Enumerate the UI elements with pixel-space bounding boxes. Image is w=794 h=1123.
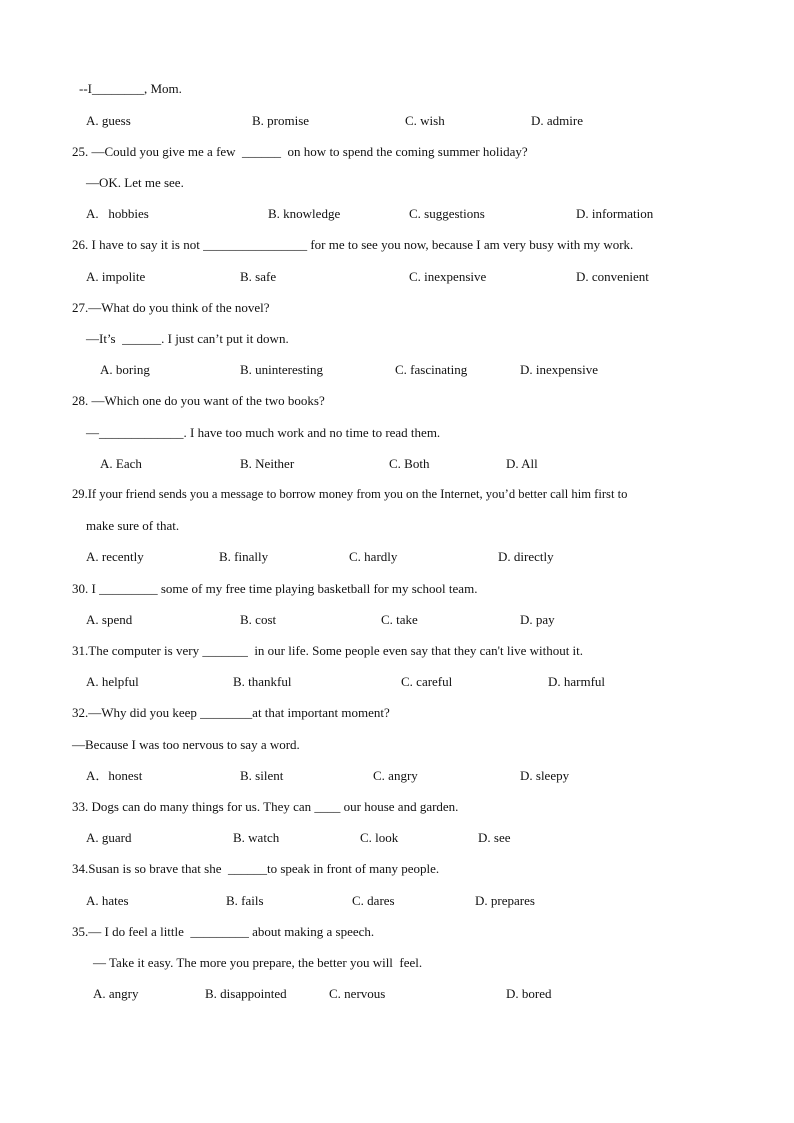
q32-reply: —Because I was too nervous to say a word. <box>72 737 300 752</box>
q32-stem: 32.—Why did you keep ________at that important moment? <box>72 705 390 720</box>
q28-option-d[interactable]: D. All <box>506 456 538 471</box>
q25-option-a[interactable]: A. hobbies <box>86 206 149 221</box>
q31-option-d[interactable]: D. harmful <box>548 674 606 689</box>
q30-stem: 30. I _________ some of my free time playing basketball for my school team. <box>72 581 478 596</box>
q33-option-d[interactable]: D. see <box>478 830 511 845</box>
q30-option-d[interactable]: D. pay <box>520 612 555 627</box>
q31-option-b[interactable]: B. thankful <box>233 674 292 689</box>
q31-option-c[interactable]: C. careful <box>401 674 453 689</box>
q28-option-c[interactable]: C. Both <box>389 456 430 471</box>
q27-reply: —It’s ______. I just can’t put it down. <box>86 331 289 346</box>
q27-option-d[interactable]: D. inexpensive <box>520 362 598 377</box>
q28-stem: 28. —Which one do you want of the two books? <box>72 393 325 408</box>
q31-stem: 31.The computer is very _______ in our life. Some people even say that they can't live without it. <box>72 643 584 658</box>
q35-option-a[interactable]: A. angry <box>93 986 139 1001</box>
q35-reply: — Take it easy. The more you prepare, the better you will feel. <box>93 955 423 970</box>
q30-option-a[interactable]: A. spend <box>86 612 133 627</box>
q25-option-c[interactable]: C. suggestions <box>409 206 485 221</box>
q27-option-a[interactable]: A. boring <box>100 362 150 377</box>
q35-stem: 35.— I do feel a little _________ about making a speech. <box>72 924 375 939</box>
q26-option-b[interactable]: B. safe <box>240 269 277 284</box>
q34-option-a[interactable]: A. hates <box>86 893 129 908</box>
q26-stem: 26. I have to say it is not ________________ for me to see you now, because I am very busy with my work. <box>72 237 634 252</box>
q35-option-d[interactable]: D. bored <box>506 986 552 1001</box>
q29-stem-line1: 29.If your friend sends you a message to borrow money from you on the Internet, you’d better call him first to <box>72 487 628 501</box>
q29-option-b[interactable]: B. finally <box>219 549 269 564</box>
q30-option-c[interactable]: C. take <box>381 612 418 627</box>
q24-option-a[interactable]: A. guess <box>86 113 131 128</box>
q34-option-b[interactable]: B. fails <box>226 893 264 908</box>
q32-option-a[interactable]: A．honest <box>86 768 143 783</box>
q25-stem: 25. —Could you give me a few ______ on how to spend the coming summer holiday? <box>72 144 528 159</box>
q33-stem: 33. Dogs can do many things for us. They can ____ our house and garden. <box>72 799 459 814</box>
q32-option-d[interactable]: D. sleepy <box>520 768 570 783</box>
q25-reply: —OK. Let me see. <box>86 175 184 190</box>
q33-option-a[interactable]: A. guard <box>86 830 132 845</box>
q25-option-b[interactable]: B. knowledge <box>268 206 341 221</box>
q32-option-b[interactable]: B. silent <box>240 768 284 783</box>
q27-option-b[interactable]: B. uninteresting <box>240 362 324 377</box>
q29-option-a[interactable]: A. recently <box>86 549 144 564</box>
q26-option-d[interactable]: D. convenient <box>576 269 649 284</box>
q28-option-b[interactable]: B. Neither <box>240 456 295 471</box>
q27-stem: 27.—What do you think of the novel? <box>72 300 270 315</box>
q33-option-c[interactable]: C. look <box>360 830 399 845</box>
q31-option-a[interactable]: A. helpful <box>86 674 139 689</box>
q24-answer-line: --I________, Mom. <box>79 81 182 96</box>
q28-option-a[interactable]: A. Each <box>100 456 142 471</box>
q24-option-d[interactable]: D. admire <box>531 113 583 128</box>
q25-option-d[interactable]: D. information <box>576 206 654 221</box>
q29-stem-line2: make sure of that. <box>86 518 180 533</box>
q24-option-c[interactable]: C. wish <box>405 113 445 128</box>
q27-option-c[interactable]: C. fascinating <box>395 362 468 377</box>
q24-option-b[interactable]: B. promise <box>252 113 310 128</box>
q34-option-d[interactable]: D. prepares <box>475 893 535 908</box>
q26-option-a[interactable]: A. impolite <box>86 269 146 284</box>
q26-option-c[interactable]: C. inexpensive <box>409 269 487 284</box>
q29-option-d[interactable]: D. directly <box>498 549 554 564</box>
q34-option-c[interactable]: C. dares <box>352 893 395 908</box>
q30-option-b[interactable]: B. cost <box>240 612 277 627</box>
q29-option-c[interactable]: C. hardly <box>349 549 398 564</box>
q32-option-c[interactable]: C. angry <box>373 768 418 783</box>
q34-stem: 34.Susan is so brave that she ______to speak in front of many people. <box>72 861 440 876</box>
q35-option-b[interactable]: B. disappointed <box>205 986 287 1001</box>
q28-reply: —_____________. I have too much work and no time to read them. <box>86 425 441 440</box>
q35-option-c[interactable]: C. nervous <box>329 986 386 1001</box>
q33-option-b[interactable]: B. watch <box>233 830 280 845</box>
